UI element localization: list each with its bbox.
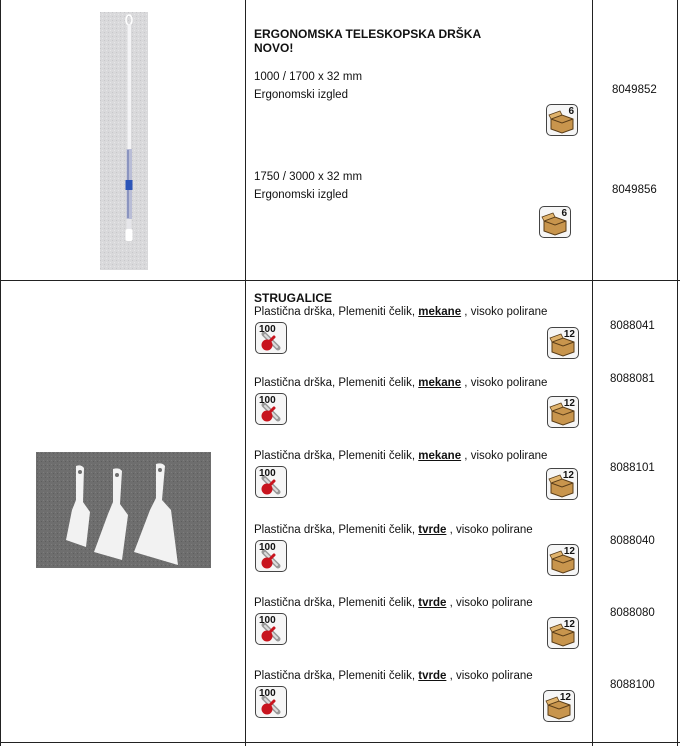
thermometer-icon	[255, 322, 287, 354]
pack-quantity: 12	[563, 619, 575, 630]
item-description	[254, 305, 547, 319]
product-code: 8088081	[610, 373, 655, 385]
description-text: Plastična drška, Plemeniti čelik,	[254, 306, 419, 318]
thermometer-icon	[255, 613, 287, 645]
pack-quantity: 12	[562, 470, 574, 481]
hardness-keyword: tvrde	[418, 670, 447, 682]
carton-box-icon	[547, 617, 579, 649]
hardness-keyword: mekane	[418, 306, 462, 318]
column-divider-1	[245, 0, 246, 746]
carton-box-icon	[547, 544, 579, 576]
product-code: 8088040	[610, 535, 655, 547]
pack-quantity: 6	[561, 208, 567, 219]
pack-quantity: 12	[559, 692, 571, 703]
thermometer-icon	[255, 540, 287, 572]
product-code: 8088080	[610, 607, 655, 619]
product-code: 8049852	[612, 84, 657, 96]
temperature-value: 100	[259, 324, 276, 335]
temperature-value: 100	[259, 615, 276, 626]
column-divider-2	[592, 0, 593, 746]
description-text: Plastična drška, Plemeniti čelik,	[254, 524, 419, 536]
item-description: Ergonomski izgled	[254, 89, 348, 101]
product-code: 8088041	[610, 320, 655, 332]
product-code: 8049856	[612, 184, 657, 196]
item-dimensions: 1750 / 3000 x 32 mm	[254, 171, 363, 183]
description-text: , visoko polirane	[461, 450, 548, 462]
carton-box-icon	[543, 690, 575, 722]
thermometer-icon	[255, 466, 287, 498]
item-description	[254, 523, 533, 537]
scrapers-photo	[36, 452, 211, 568]
description-text: Plastična drška, Plemeniti čelik,	[254, 670, 419, 682]
carton-box-icon	[546, 468, 578, 500]
description-text: , visoko polirane	[461, 377, 548, 389]
pack-quantity: 12	[563, 329, 575, 340]
column-divider-3	[677, 0, 678, 746]
table-border-left	[0, 0, 1, 746]
description-text: , visoko polirane	[446, 597, 533, 609]
description-text: , visoko polirane	[461, 306, 548, 318]
hardness-keyword: mekane	[418, 377, 462, 389]
carton-box-icon	[539, 206, 571, 238]
description-text: Plastična drška, Plemeniti čelik,	[254, 377, 419, 389]
item-description: Ergonomski izgled	[254, 189, 348, 201]
description-text: , visoko polirane	[446, 670, 533, 682]
temperature-value: 100	[259, 688, 276, 699]
temperature-value: 100	[259, 395, 276, 406]
pack-quantity: 6	[568, 106, 574, 117]
telescopic-handle-photo	[100, 12, 148, 270]
thermometer-icon	[255, 686, 287, 718]
thermometer-icon	[255, 393, 287, 425]
description-text: Plastična drška, Plemeniti čelik,	[254, 597, 419, 609]
carton-box-icon	[546, 104, 578, 136]
temperature-value: 100	[259, 542, 276, 553]
item-description	[254, 669, 533, 683]
description-text: Plastična drška, Plemeniti čelik,	[254, 450, 419, 462]
hardness-keyword: tvrde	[418, 597, 447, 609]
item-description	[254, 376, 547, 390]
item-dimensions: 1000 / 1700 x 32 mm	[254, 71, 363, 83]
section1-new-label: NOVO!	[254, 41, 294, 55]
section1-title: ERGONOMSKA TELESKOPSKA DRŠKA	[254, 27, 482, 41]
carton-box-icon	[547, 327, 579, 359]
pack-quantity: 12	[563, 398, 575, 409]
table-border-bottom	[0, 742, 680, 743]
description-text: , visoko polirane	[446, 524, 533, 536]
temperature-value: 100	[259, 468, 276, 479]
product-code: 8088100	[610, 679, 655, 691]
pack-quantity: 12	[563, 546, 575, 557]
carton-box-icon	[547, 396, 579, 428]
row-divider	[0, 280, 680, 281]
item-description	[254, 449, 547, 463]
item-description	[254, 596, 533, 610]
hardness-keyword: mekane	[418, 450, 462, 462]
hardness-keyword: tvrde	[418, 524, 447, 536]
product-code: 8088101	[610, 462, 655, 474]
section2-title: STRUGALICE	[254, 291, 332, 305]
